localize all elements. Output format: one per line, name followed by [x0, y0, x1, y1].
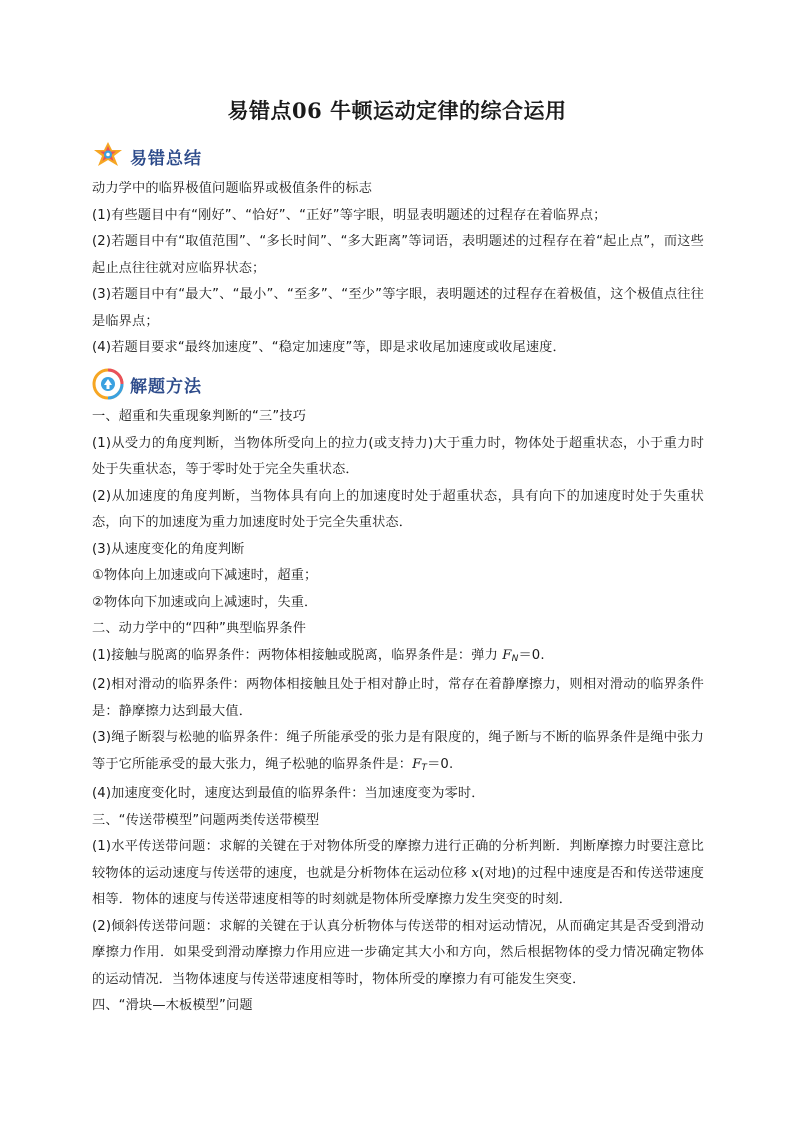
- section-heading-mistakes: [92, 140, 202, 172]
- paragraph: [92, 643, 704, 673]
- paragraph: (2)从加速度的角度判断，当物体具有向上的加速度时处于超重状态，具有向下的加速度时处于失重状态，向下的加速度为重力加速度时处于完全失重状态．: [92, 488, 704, 530]
- paragraph: ②物体向下加速或向上减速时，失重．: [92, 594, 318, 610]
- text: (对地)的过程中速度是否和传送带速度相等．物体的速度与传送带速度相等的时刻就是物体所受摩擦力发生突变的时刻．: [92, 865, 704, 907]
- star-icon: [92, 140, 124, 172]
- subscript: T: [421, 762, 428, 773]
- paragraph: 三、“传送带模型”问题两类传送带模型: [92, 812, 320, 828]
- section-mistakes-body: [92, 176, 704, 362]
- paragraph: (1)从受力的角度判断，当物体所受向上的拉力(或支持力)大于重力时，物体处于超重状态，小于重力时处于失重状态，等于零时处于完全失重状态．: [92, 435, 704, 477]
- force-symbol: F: [412, 756, 422, 772]
- section-heading-methods: [92, 368, 202, 400]
- paragraph: (2)相对滑动的临界条件：两物体相接触且处于相对静止时，常存在着静摩擦力，则相对滑动的临界条件是：静摩擦力达到最大值．: [92, 677, 704, 719]
- paragraph: (3)从速度变化的角度判断: [92, 541, 245, 557]
- text: (1)水平传送带问题：求解的关键在于对物体所受的摩擦力进行正确的分析判断．判断摩擦力时要注意比较物体的运动速度与传送带的速度，也就是分析物体在运动位移: [92, 839, 704, 881]
- text: (1)接触与脱离的临界条件：两物体相接触或脱离，临界条件是：弹力: [92, 647, 503, 663]
- displacement-symbol: x: [471, 865, 480, 881]
- paragraph: 一、超重和失重现象判断的“三”技巧: [92, 409, 307, 424]
- paragraph: (4)若题目要求“最终加速度”、“稳定加速度”等，即是求收尾加速度或收尾速度．: [92, 340, 566, 355]
- section-methods-body: [92, 404, 704, 1020]
- section-heading-label: 解题方法: [130, 376, 202, 397]
- paragraph: (2)若题目中有“取值范围”、“多长时间”、“多大距离”等词语，表明题述的过程存在着“起止点”，而这些起止点往往就对应临界状态；: [92, 234, 704, 276]
- force-symbol: F: [502, 647, 512, 663]
- text: (3)绳子断裂与松驰的临界条件：绳子所能承受的张力是有限度的，绳子断与不断的临界条件是绳中张力等于它所能承受的最大张力，绳子松驰的临界条件是：: [92, 730, 704, 772]
- paragraph: (3)若题目中有“最大”、“最小”、“至多”、“至少”等字眼，表明题述的过程存在着极值，这个极值点往往是临界点；: [92, 287, 704, 329]
- paragraph: 二、动力学中的“四种”典型临界条件: [92, 621, 307, 636]
- paragraph: (1)有些题目中有“刚好”、“恰好”、“正好”等字眼，明显表明题述的过程存在着临界点；: [92, 207, 607, 223]
- subscript: N: [511, 653, 519, 664]
- section-heading-label: 易错总结: [130, 148, 202, 169]
- text: ＝0.: [518, 647, 545, 663]
- paragraph: ①物体向上加速或向下减速时，超重；: [92, 568, 318, 583]
- paragraph: (2)倾斜传送带问题：求解的关键在于认真分析物体与传送带的相对运动情况，从而确定其是否受到滑动摩擦力作用．如果受到滑动摩擦力作用应进一步确定其大小和方向，然后根据物体的受力情况确定物体的运动情况．当物体速度与传送带速度相等时，物体所受的摩擦力有可能发生突变．: [92, 918, 704, 987]
- paragraph: (4)加速度变化时，速度达到最值的临界条件：当加速度变为零时．: [92, 786, 485, 801]
- paragraph: 动力学中的临界极值问题临界或极值条件的标志: [92, 181, 373, 196]
- page-title: 易错点06 牛顿运动定律的综合运用: [227, 98, 567, 123]
- text: ＝0.: [427, 756, 454, 772]
- paragraph: 四、“滑块—木板模型”问题: [92, 998, 253, 1013]
- paragraph: [92, 834, 704, 914]
- paragraph: [92, 725, 704, 781]
- target-icon: [92, 368, 124, 400]
